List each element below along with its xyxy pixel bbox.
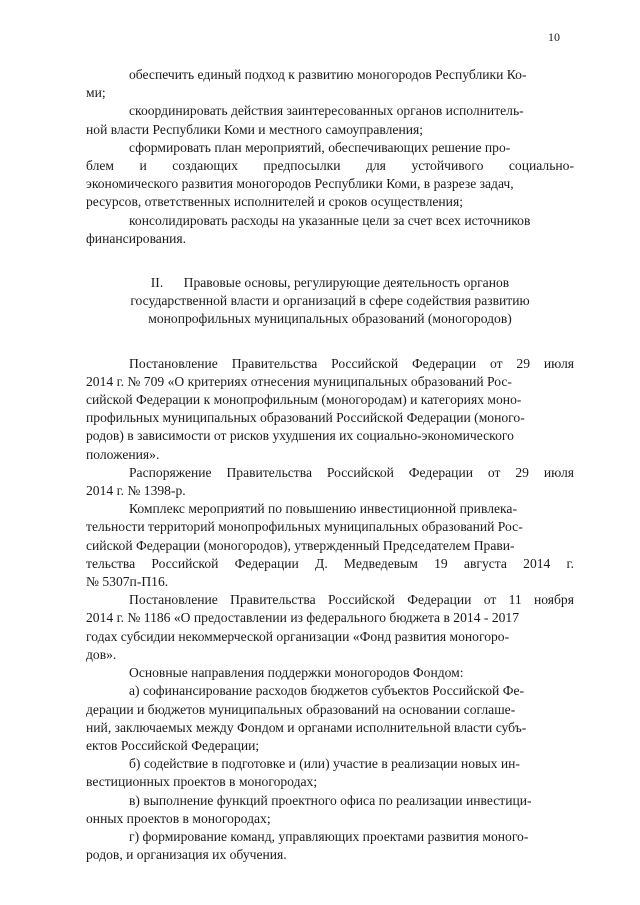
text-line: 2014 г. № 709 «О критериях отнесения муниципальных образований Рос- xyxy=(86,373,512,389)
text-line: № 5307п-П16. xyxy=(86,574,169,590)
text-line: дов». xyxy=(86,646,117,662)
text-line: финансирования. xyxy=(86,230,187,246)
text-line: профильных муниципальных образований Российской Федерации (моного- xyxy=(86,410,525,426)
text-line: онных проектов в моногородах; xyxy=(86,810,271,826)
text-line: тельства Российской Федерации Д. Медведевым 19 августа 2014 г. xyxy=(86,555,574,571)
text-line: Постановление Правительства Российской Федерации от 29 июля xyxy=(129,355,574,371)
text-line: ми; xyxy=(86,85,106,101)
text-line: сформировать план мероприятий, обеспечивающих решение про- xyxy=(129,139,511,155)
text-line: положения». xyxy=(86,446,160,462)
spacer xyxy=(86,248,574,274)
spacer xyxy=(86,329,574,355)
text-line: родов, и организация их обучения. xyxy=(86,847,287,863)
text-line: сийской Федерации (моногородов), утвержденный Председателем Прави- xyxy=(86,537,515,553)
text-line: обеспечить единый подход к развитию моногородов Республики Ко- xyxy=(129,67,527,82)
heading-line: монопрофильных муниципальных образований (моногородов) xyxy=(148,311,512,327)
text-line: консолидировать расходы на указанные цели за счет всех источников xyxy=(129,212,531,228)
heading-line: II. Правовые основы, регулирующие деятельность органов xyxy=(150,275,510,291)
text-line: в) выполнение функций проектного офиса по реализации инвестици- xyxy=(129,792,532,808)
text-line: Постановление Правительства Российской Федерации от 11 ноября xyxy=(129,592,574,608)
text-line: г) формирование команд, управляющих проектами развития моного- xyxy=(129,828,529,844)
text-line: вестиционных проектов в моногородах; xyxy=(86,774,318,790)
text-line: а) софинансирование расходов бюджетов субъектов Российской Фе- xyxy=(129,683,525,699)
page-number: 10 xyxy=(548,30,560,44)
text-line: экономического развития моногородов Республики Коми, в разрезе задач, xyxy=(86,176,514,192)
section-heading xyxy=(86,274,574,329)
section-body xyxy=(86,355,574,865)
text-line: ний, заключаемых между Фондом и органами исполнительной власти субъ- xyxy=(86,719,527,735)
document-body xyxy=(86,66,574,864)
text-line: Распоряжение Правительства Российской Федерации от 29 июля xyxy=(129,464,574,480)
text-line: б) содействие в подготовке и (или) участие в реализации новых ин- xyxy=(129,756,520,772)
text-line: скоординировать действия заинтересованных органов исполнитель- xyxy=(129,103,524,119)
text-line: ной власти Республики Коми и местного самоуправления; xyxy=(86,121,424,137)
text-line: блем и создающих предпосылки для устойчивого социально- xyxy=(86,158,574,174)
text-line: ресурсов, ответственных исполнителей и сроков осуществления; xyxy=(86,194,463,210)
text-line: тельности территорий монопрофильных муниципальных образований Рос- xyxy=(86,519,523,535)
heading-line: государственной власти и организаций в сфере содействия развитию xyxy=(130,293,530,309)
intro-paragraphs xyxy=(86,66,574,248)
text-line: сийской Федерации к монопрофильным (моногородам) и категориях моно- xyxy=(86,392,522,408)
text-line: дерации и бюджетов муниципальных образований на основании соглаше- xyxy=(86,701,516,717)
text-line: Комплекс мероприятий по повышению инвестиционной привлека- xyxy=(129,501,517,517)
text-line: годах субсидии некоммерческой организации «Фонд развития моногоро- xyxy=(86,628,510,644)
text-line: Основные направления поддержки моногородов Фондом: xyxy=(129,665,464,681)
text-line: ектов Российской Федерации; xyxy=(86,737,260,753)
text-line: родов) в зависимости от рисков ухудшения их социально-экономического xyxy=(86,428,514,444)
text-line: 2014 г. № 1398-р. xyxy=(86,483,186,499)
text-line: 2014 г. № 1186 «О предоставлении из федерального бюджета в 2014 - 2017 xyxy=(86,610,520,626)
